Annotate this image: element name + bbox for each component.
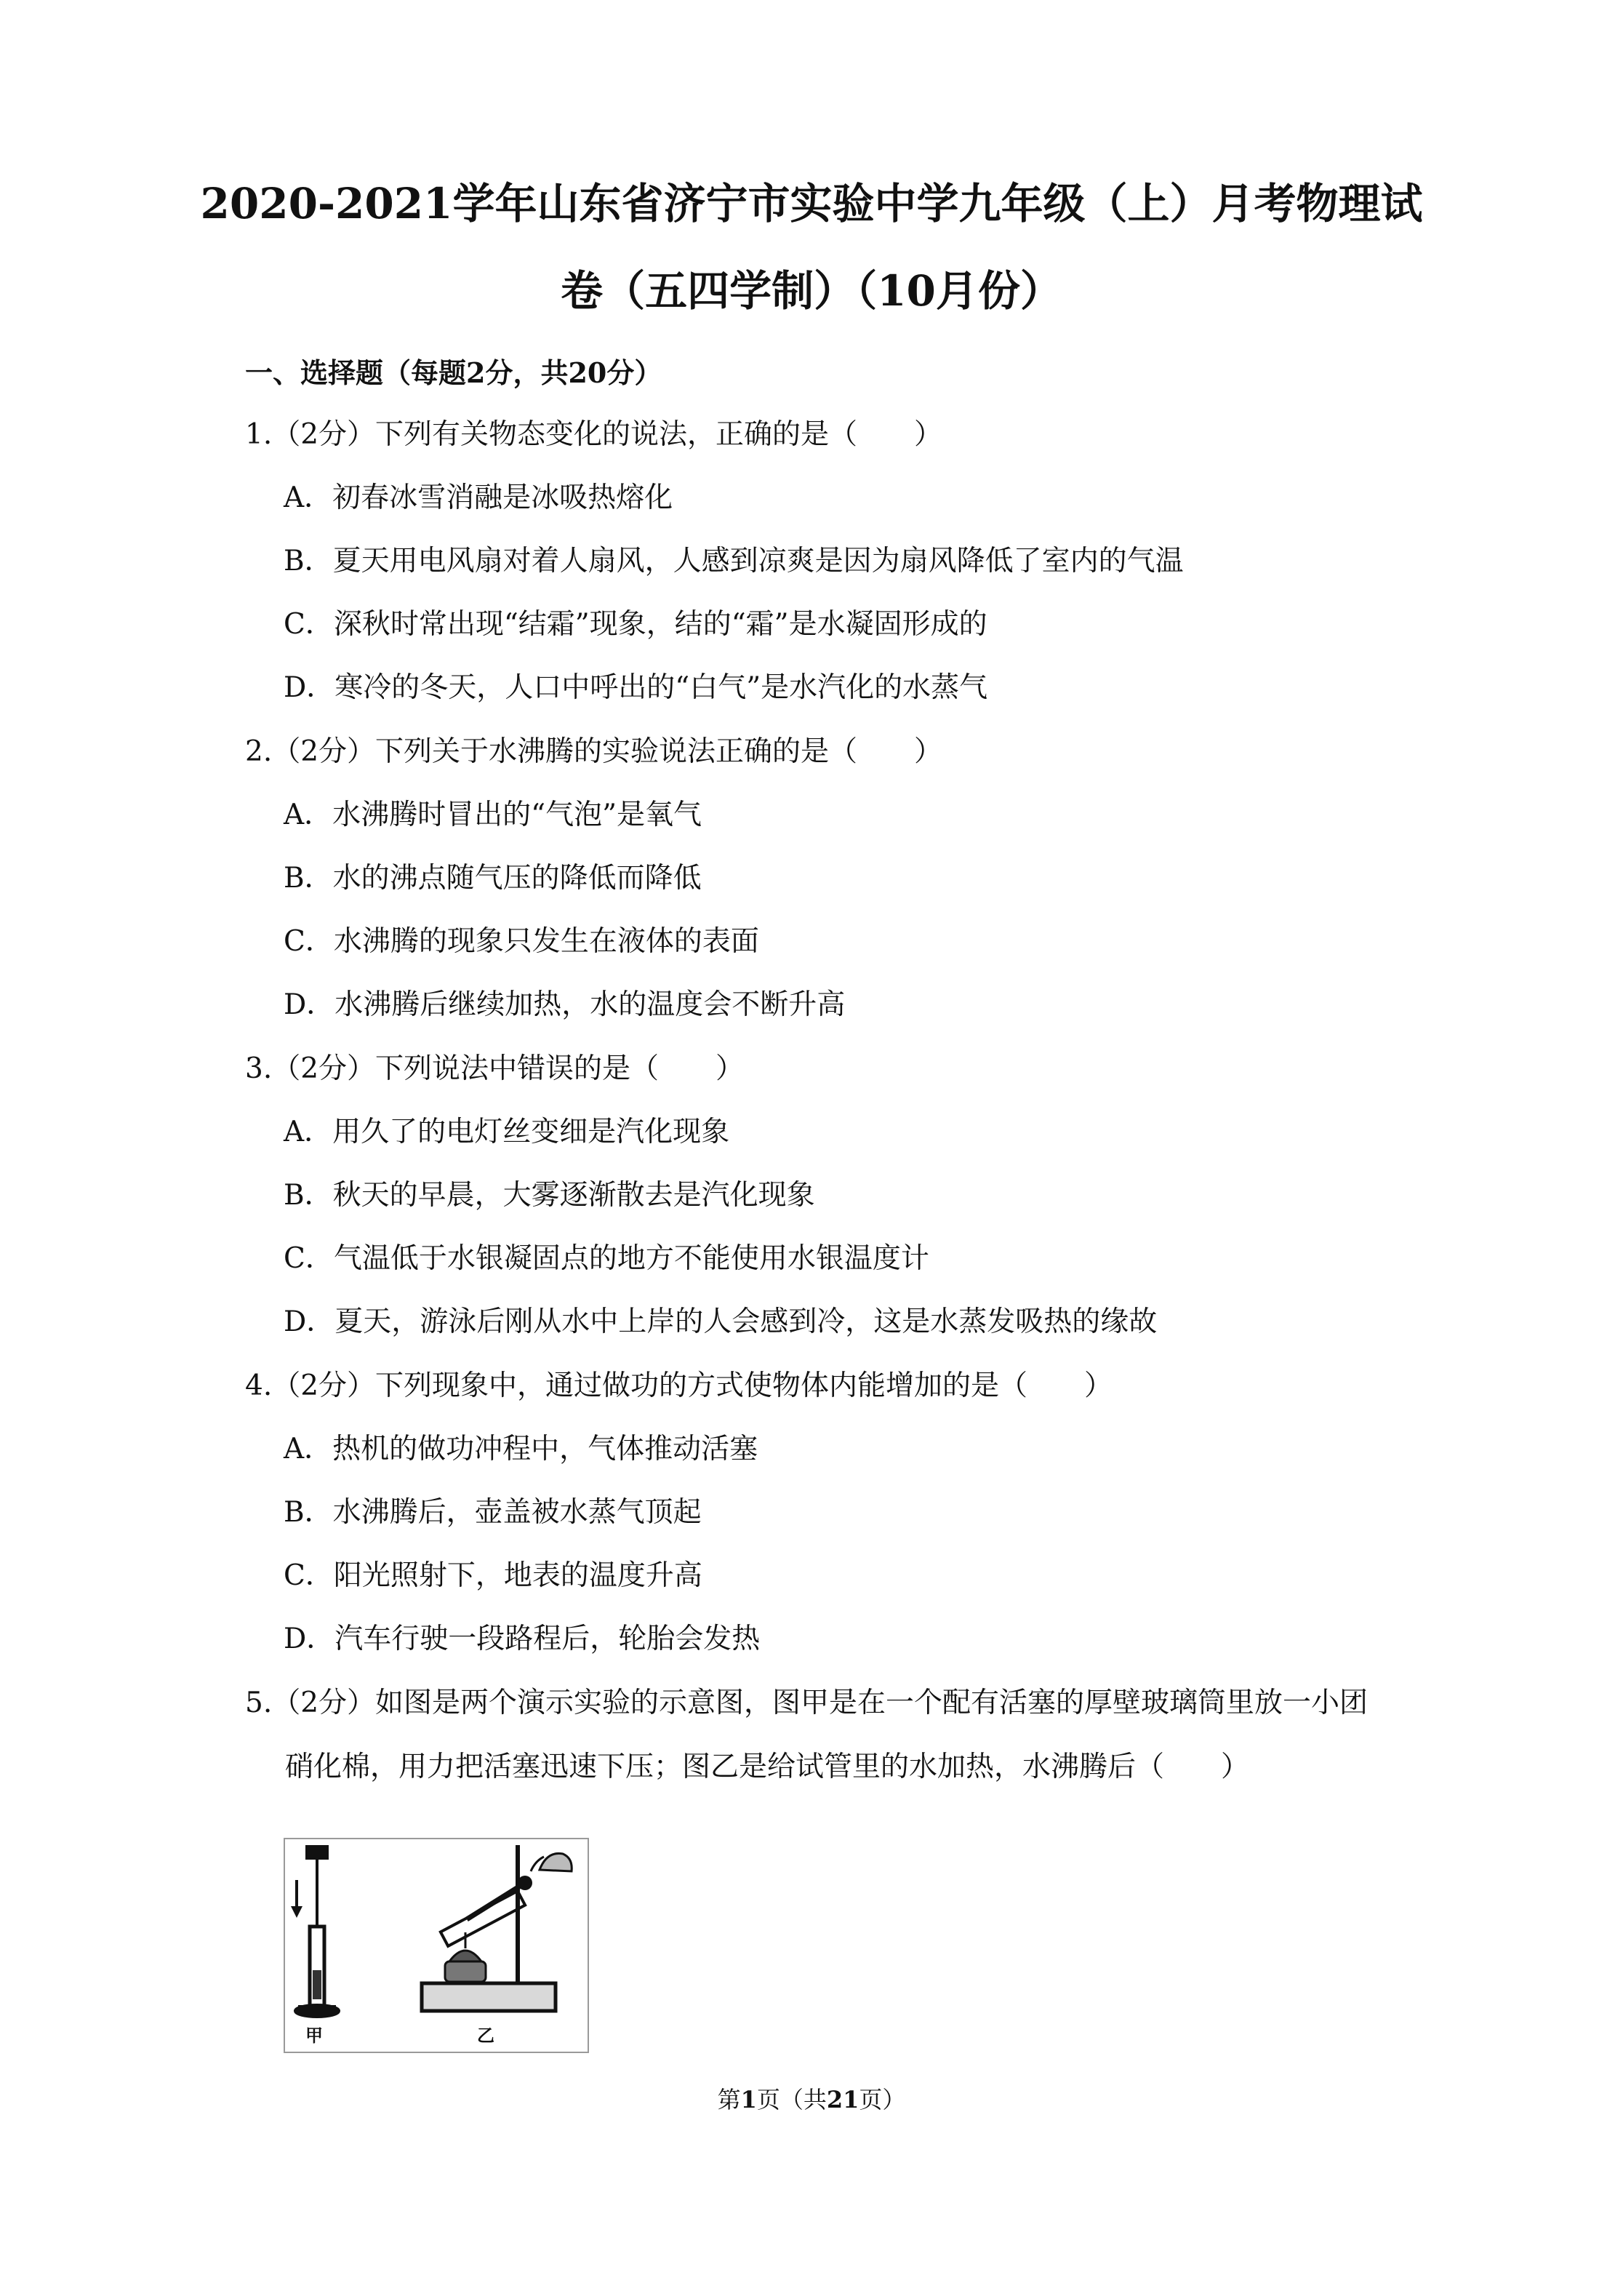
question-2-stem: 2.（2分）下列关于水沸腾的实验说法正确的是（ ） (245, 735, 943, 768)
question-3-option-a: A．用久了的电灯丝变细是汽化现象 (284, 1116, 730, 1148)
experiment-figure (284, 1838, 589, 2053)
question-4-option-c: C．阳光照射下，地表的温度升高 (284, 1559, 702, 1592)
exam-title-line-2: 卷（五四学制）（10月份） (561, 266, 1062, 316)
question-4-option-b: B．水沸腾后，壶盖被水蒸气顶起 (284, 1496, 702, 1529)
exam-title-line-1: 2020-2021学年山东省济宁市实验中学九年级（上）月考物理试 (200, 179, 1423, 228)
question-2-option-d: D．水沸腾后继续加热，水的温度会不断升高 (284, 988, 846, 1021)
question-2-option-b: B．水的沸点随气压的降低而降低 (284, 862, 702, 895)
footer-page-number: 1 (740, 2086, 757, 2113)
piston-cylinder-apparatus (295, 1847, 339, 2017)
question-4-option-d: D．汽车行驶一段路程后，轮胎会发热 (284, 1623, 761, 1655)
question-3-option-c: C．气温低于水银凝固点的地方不能使用水银温度计 (284, 1242, 929, 1275)
question-3-option-d: D．夏天，游泳后刚从水中上岸的人会感到冷，这是水蒸发吸热的缘故 (284, 1305, 1158, 1338)
question-5-stem-continued: 硝化棉，用力把活塞迅速下压；图乙是给试管里的水加热，水沸腾后（ ） (285, 1751, 1250, 1783)
page-footer (0, 2085, 1623, 2114)
experiment-illustration (285, 1839, 588, 2052)
question-1-stem: 1.（2分）下列有关物态变化的说法，正确的是（ ） (245, 418, 943, 451)
question-1-option-d: D．寒冷的冬天，人口中呼出的“白气”是水汽化的水蒸气 (284, 671, 988, 704)
section-heading: 一、选择题（每题2分，共20分） (245, 356, 662, 389)
footer-prefix: 第 (717, 2086, 741, 2113)
footer-suffix: 页） (859, 2086, 906, 2113)
down-arrow-icon (291, 1880, 302, 1918)
question-4-option-a: A．热机的做功冲程中，气体推动活塞 (284, 1433, 758, 1465)
figure-label-jia: 甲 (305, 2025, 323, 2046)
question-5-stem: 5.（2分）如图是两个演示实验的示意图，图甲是在一个配有活塞的厚壁玻璃筒里放一小团 (245, 1687, 1368, 1719)
question-1-option-b: B．夏天用电风扇对着人扇风，人感到凉爽是因为扇风降低了室内的气温 (284, 545, 1184, 577)
footer-total-pages: 21 (826, 2086, 859, 2113)
question-4-stem: 4.（2分）下列现象中，通过做功的方式使物体内能增加的是（ ） (245, 1369, 1113, 1402)
question-3-stem: 3.（2分）下列说法中错误的是（ ） (245, 1052, 745, 1085)
figure-label-yi: 乙 (477, 2025, 494, 2046)
question-3-option-b: B．秋天的早晨，大雾逐渐散去是汽化现象 (284, 1179, 815, 1212)
question-2-option-a: A．水沸腾时冒出的“气泡”是氧气 (284, 799, 702, 831)
question-2-option-c: C．水沸腾的现象只发生在液体的表面 (284, 925, 759, 958)
question-1-option-a: A．初春冰雪消融是冰吸热熔化 (284, 481, 673, 514)
question-1-option-c: C．深秋时常出现“结霜”现象，结的“霜”是水凝固形成的 (284, 608, 987, 641)
footer-middle: 页（共 (756, 2086, 827, 2113)
test-tube-heating-apparatus (422, 1845, 572, 2011)
